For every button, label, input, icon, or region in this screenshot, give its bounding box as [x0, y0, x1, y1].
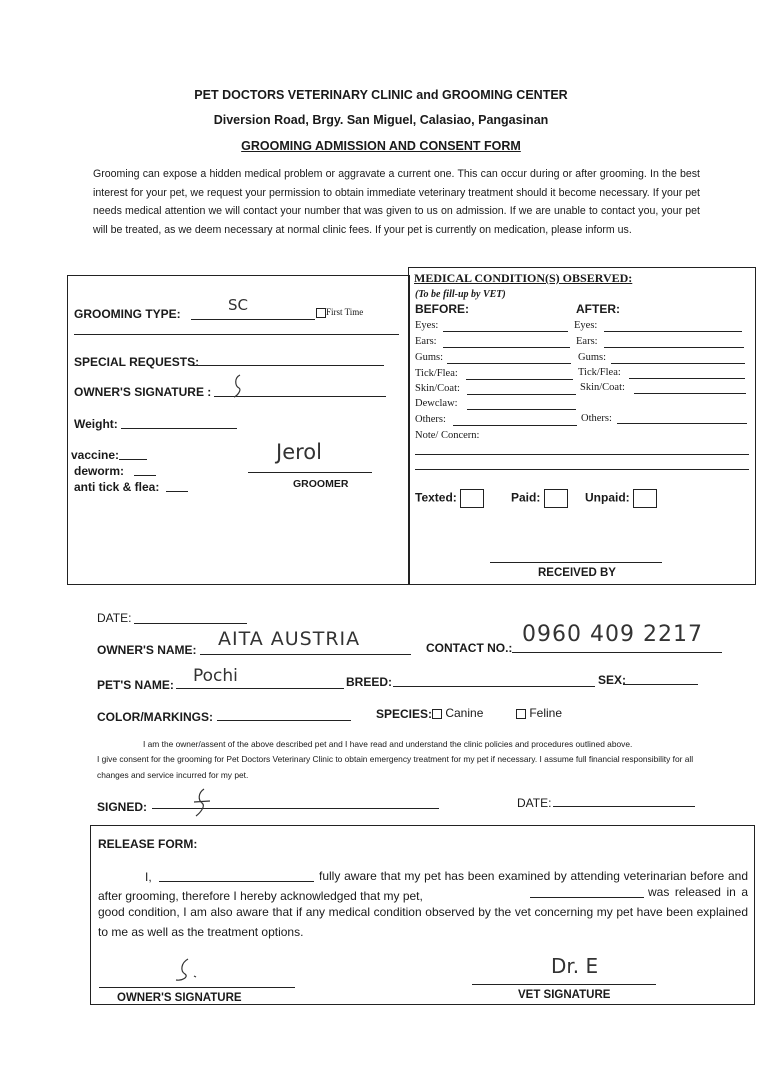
owners-name-value[interactable]: AITA AUSTRIA — [218, 628, 361, 650]
grooming-type-value[interactable]: SC — [228, 296, 248, 314]
paid-option[interactable] — [511, 489, 568, 508]
grooming-box — [67, 275, 410, 585]
note-line-1[interactable] — [415, 454, 749, 455]
owners-name-label: OWNER'S NAME: — [97, 643, 197, 657]
date-line[interactable] — [134, 623, 247, 624]
groomer-label: GROOMER — [293, 478, 349, 490]
anti-tick-label: anti tick & flea: — [74, 480, 160, 494]
before-tick-line[interactable] — [466, 379, 573, 380]
release-i: I, — [145, 870, 152, 884]
color-markings-line[interactable] — [217, 720, 351, 721]
before-eyes-line[interactable] — [443, 331, 568, 332]
release-owner-signature — [170, 956, 202, 984]
color-markings-label: COLOR/MARKINGS: — [97, 710, 213, 724]
form-title: GROOMING ADMISSION AND CONSENT FORM — [241, 139, 521, 153]
before-eyes-label: Eyes: — [415, 320, 439, 331]
pets-name-label: PET'S NAME: — [97, 678, 174, 692]
after-skin-line[interactable] — [634, 393, 746, 394]
clinic-address: Diversion Road, Brgy. San Miguel, Calasiao, Pangasinan — [213, 113, 549, 127]
contact-label: CONTACT NO.: — [426, 641, 513, 655]
first-time-checkbox[interactable] — [316, 308, 326, 318]
before-skin-label: Skin/Coat: — [415, 383, 460, 394]
note-concern-label: Note/ Concern: — [415, 430, 480, 441]
vaccine-label: vaccine: — [71, 448, 120, 462]
date-label: DATE: — [97, 611, 132, 625]
deworm-line[interactable] — [134, 475, 156, 476]
after-eyes-line[interactable] — [604, 331, 742, 332]
unpaid-checkbox[interactable] — [633, 489, 657, 508]
release-text-2: was released in a good condition, I am also aware that if any medical condition observed by the vet concerning my pet have been explained to me as well as the treatment options. — [98, 885, 748, 939]
after-tick-label: Tick/Flea: — [578, 367, 621, 378]
texted-option[interactable] — [415, 489, 484, 508]
before-tick-label: Tick/Flea: — [415, 368, 458, 379]
anti-tick-line[interactable] — [166, 491, 188, 492]
pets-name-value[interactable]: Pochi — [193, 666, 238, 686]
after-skin-label: Skin/Coat: — [580, 382, 625, 393]
canine-label: Canine — [445, 706, 484, 720]
texted-label: Texted: — [415, 490, 457, 505]
release-owner-line[interactable] — [99, 987, 295, 988]
unpaid-label: Unpaid: — [585, 490, 630, 505]
grooming-type-line — [191, 319, 315, 320]
sex-line[interactable] — [623, 684, 698, 685]
canine-option[interactable] — [432, 706, 483, 720]
before-others-line[interactable] — [453, 425, 577, 426]
before-gums-line[interactable] — [447, 363, 571, 364]
special-requests-label: SPECIAL REQUESTS: — [74, 355, 200, 369]
before-dewclaw-label: Dewclaw: — [415, 398, 458, 409]
release-owner-label: OWNER'S SIGNATURE — [117, 992, 242, 1004]
deworm-label: deworm: — [74, 464, 125, 478]
vet-signature: Dr. E — [551, 954, 599, 978]
after-others-label: Others: — [581, 413, 612, 424]
weight-label: Weight: — [74, 417, 118, 431]
contact-line[interactable] — [512, 652, 722, 653]
clinic-name: PET DOCTORS VETERINARY CLINIC and GROOMING CENTER — [194, 88, 568, 102]
after-tick-line[interactable] — [629, 378, 745, 379]
consent-line-1: I am the owner/assent of the above described pet and I have read and understand the clinic policies and procedures outlined above. — [143, 739, 633, 749]
medical-title: MEDICAL CONDITION(S) OBSERVED: — [414, 271, 633, 285]
signed-label: SIGNED: — [97, 800, 148, 814]
release-text-1: fully aware that my pet has been examined by attending veterinarian before and after grooming, therefore I hereby acknowledged that my pet, — [98, 869, 748, 903]
breed-label: BREED: — [346, 675, 393, 689]
before-ears-label: Ears: — [415, 336, 437, 347]
canine-checkbox[interactable] — [432, 709, 442, 719]
after-others-line[interactable] — [617, 423, 747, 424]
before-gums-label: Gums: — [415, 352, 444, 363]
after-gums-line[interactable] — [611, 363, 745, 364]
consent-date-line[interactable] — [553, 806, 695, 807]
grooming-type-extra-line — [74, 334, 399, 335]
note-line-2[interactable] — [415, 469, 749, 470]
intro-paragraph: Grooming can expose a hidden medical problem or aggravate a current one. This can occur during or after grooming. In the best interest for your pet, we request your permission to obtain immediate veterinary treatment should it become necessary. If your pet needs medical attention we will contact your number that was given to us on admission. If we are unable to contact you, your pet will be treated, as we deem necessary at normal clinic fees. If your pet is currently on medication, please inform us. — [93, 168, 700, 236]
after-ears-label: Ears: — [576, 336, 598, 347]
after-ears-line[interactable] — [604, 347, 744, 348]
owners-signature-label: OWNER'S SIGNATURE : — [74, 385, 212, 399]
before-label: BEFORE: — [415, 302, 469, 316]
grooming-type-label: GROOMING TYPE: — [74, 307, 181, 321]
received-by-label: RECEIVED BY — [538, 567, 616, 579]
owner-initial-signature — [228, 372, 250, 400]
after-eyes-label: Eyes: — [574, 320, 598, 331]
special-requests-line[interactable] — [190, 365, 384, 366]
texted-checkbox[interactable] — [460, 489, 484, 508]
after-label: AFTER: — [576, 302, 620, 316]
breed-line[interactable] — [393, 686, 595, 687]
vet-signature-line[interactable] — [472, 984, 656, 985]
received-by-line[interactable] — [490, 562, 662, 563]
unpaid-option[interactable] — [585, 489, 657, 508]
after-gums-label: Gums: — [578, 352, 607, 363]
pets-name-line[interactable] — [176, 688, 344, 689]
consent-line-2: I give consent for the grooming for Pet Doctors Veterinary Clinic to obtain emergency treatment for my pet if necessary. I assume full financial responsibility for all changes and service incurred for my pet. — [97, 754, 694, 780]
medical-subtitle: (To be fill-up by VET) — [415, 289, 506, 300]
feline-checkbox[interactable] — [516, 709, 526, 719]
first-time-label: First Time — [326, 307, 364, 317]
vet-signature-label: VET SIGNATURE — [518, 989, 611, 1001]
release-title: RELEASE FORM: — [98, 837, 198, 851]
feline-label: Feline — [529, 706, 563, 720]
contact-value[interactable]: 0960 409 2217 — [522, 622, 703, 647]
signed-signature — [190, 786, 214, 820]
paid-label: Paid: — [511, 490, 541, 505]
paid-checkbox[interactable] — [544, 489, 568, 508]
consent-date-label: DATE: — [517, 796, 552, 810]
species-label: SPECIES: — [376, 707, 433, 721]
before-ears-line[interactable] — [443, 347, 570, 348]
first-time-option[interactable] — [316, 307, 363, 318]
groomer-line — [248, 472, 372, 473]
before-dewclaw-line[interactable] — [467, 409, 576, 410]
groomer-signature: Jerol — [276, 440, 322, 464]
before-others-label: Others: — [415, 414, 446, 425]
vaccine-line[interactable] — [119, 459, 147, 460]
feline-option[interactable] — [516, 706, 562, 720]
owners-name-line[interactable] — [200, 654, 411, 655]
before-skin-line[interactable] — [467, 394, 576, 395]
sex-label: SEX: — [598, 673, 627, 687]
weight-line[interactable] — [121, 428, 237, 429]
